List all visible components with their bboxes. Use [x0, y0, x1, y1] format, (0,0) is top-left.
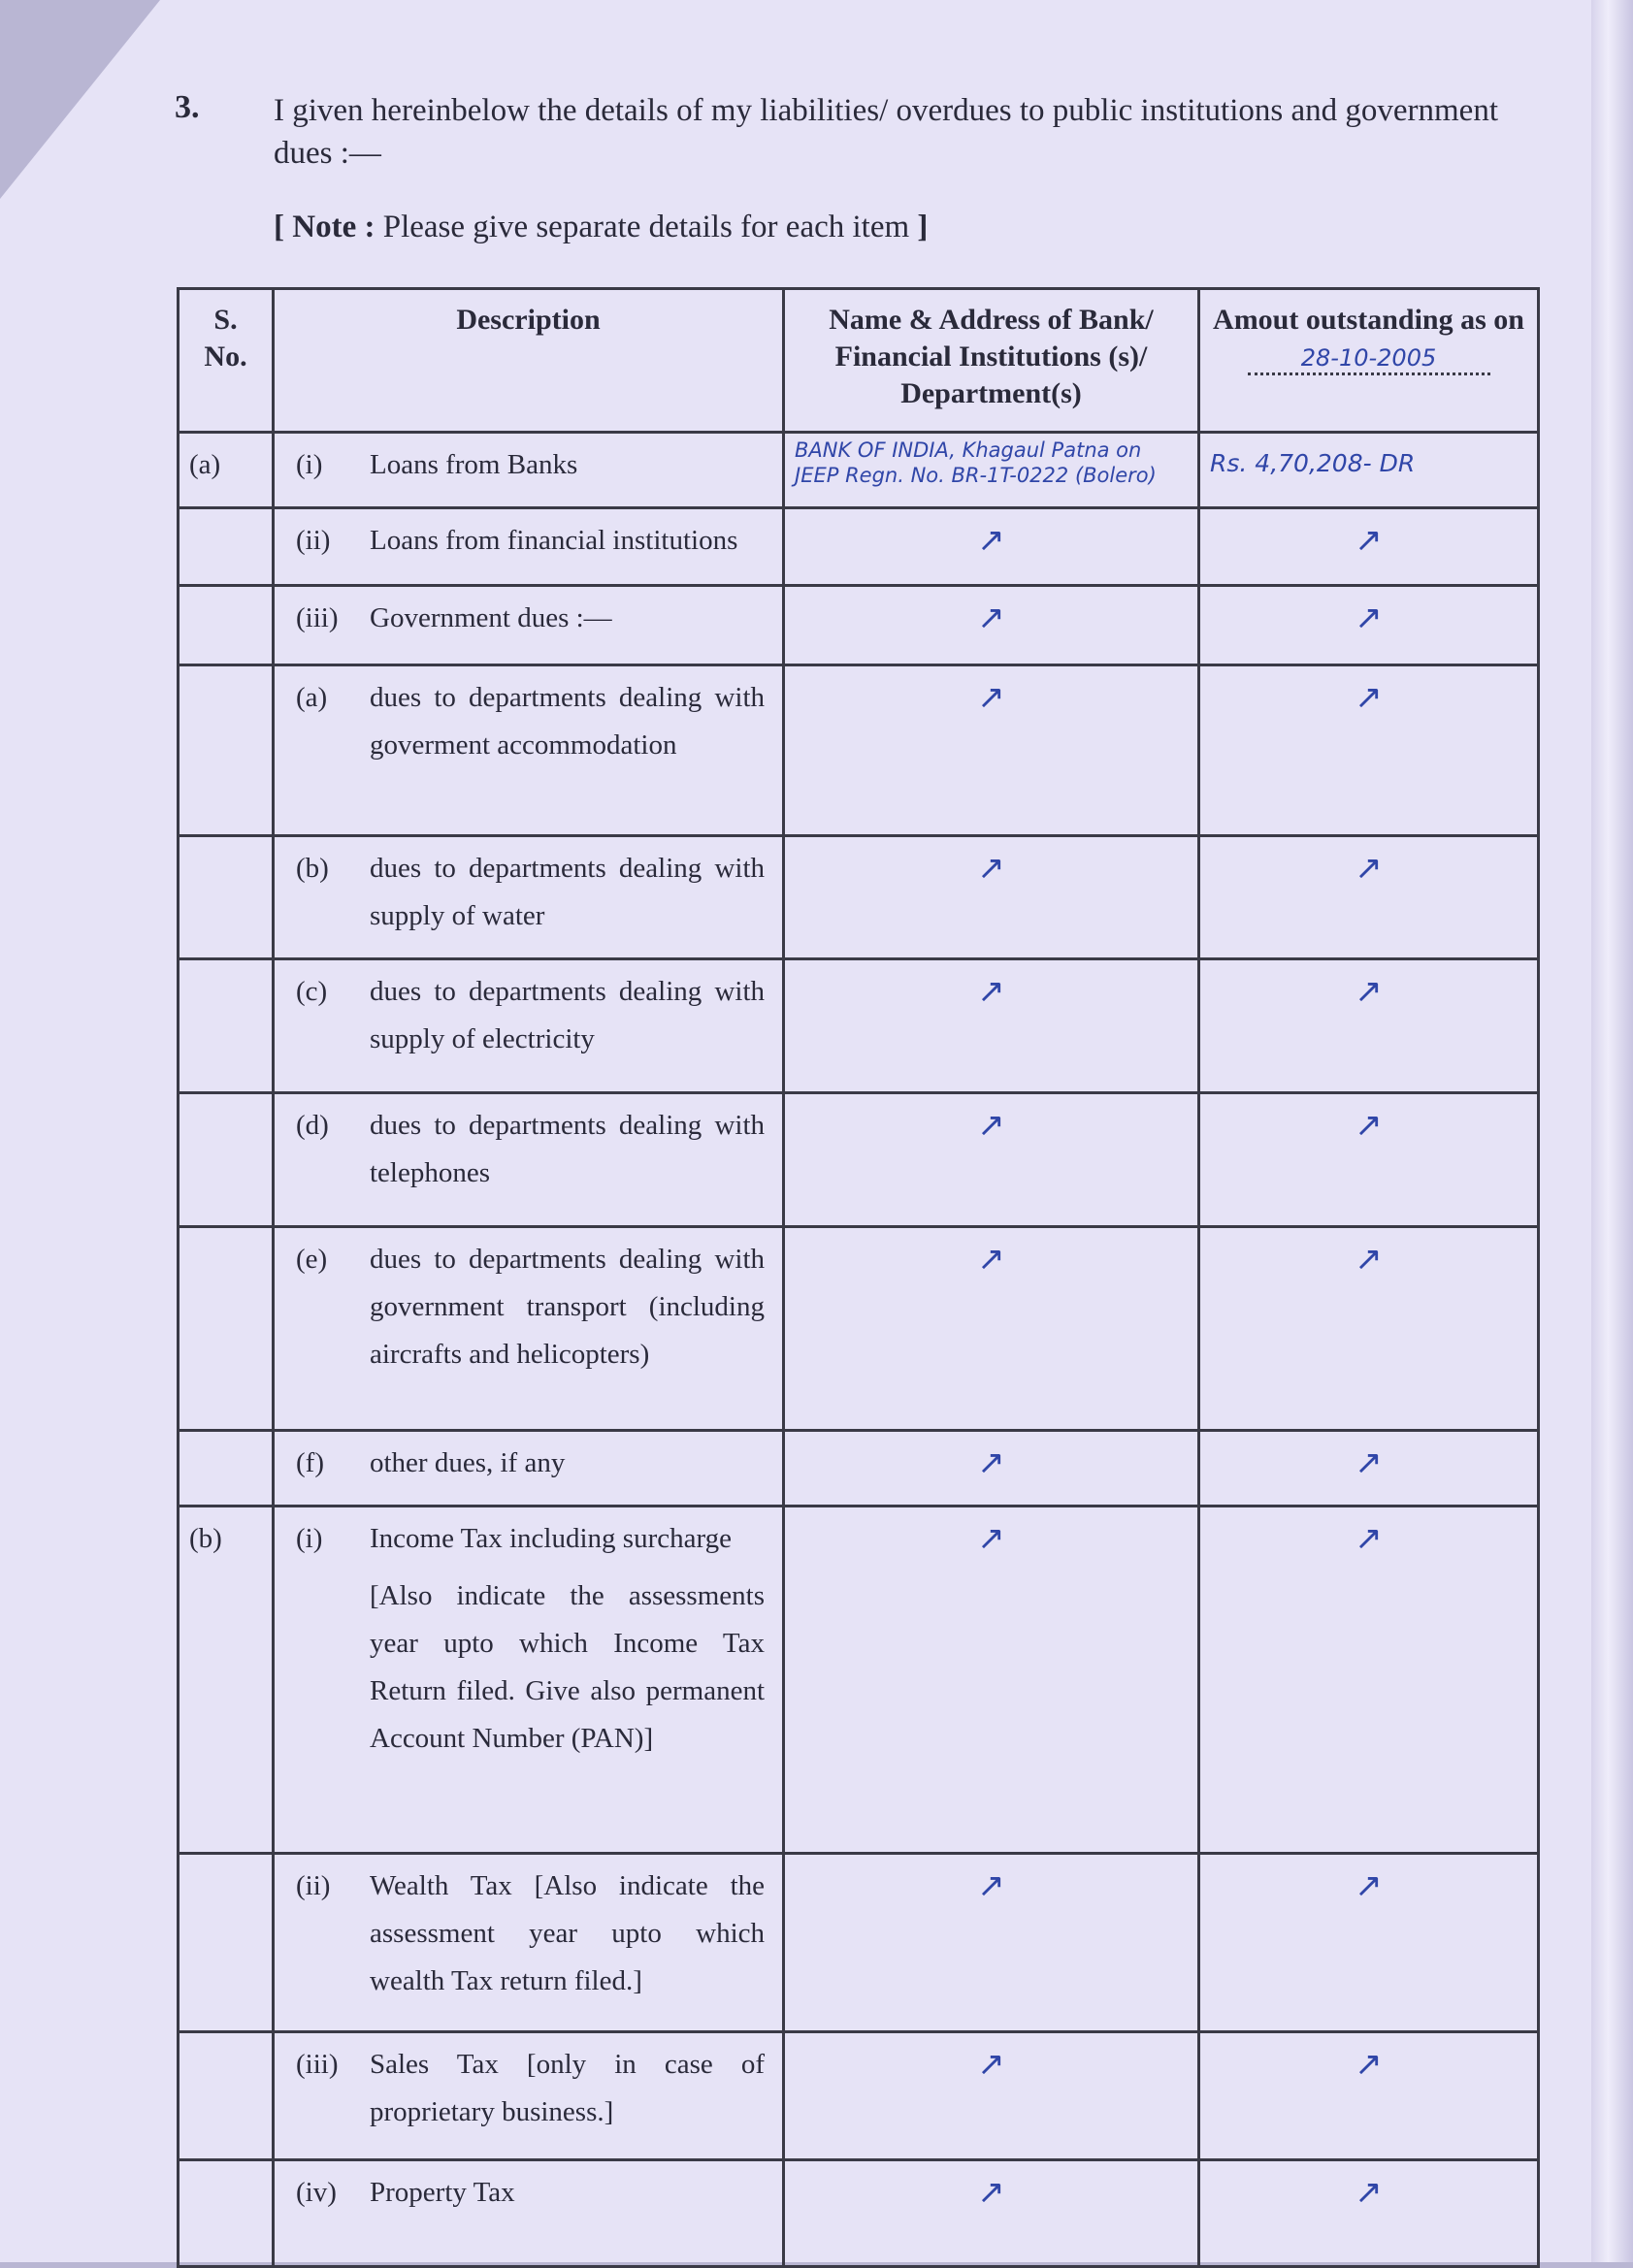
row-description	[370, 1515, 772, 1772]
row-description-cell	[274, 1227, 784, 1431]
table-row	[179, 433, 1539, 508]
row-item-number: (iii)	[296, 2049, 339, 2080]
row-sno	[179, 2032, 274, 2160]
row-item-number: (d)	[296, 1110, 329, 1141]
row-description-cell	[274, 1507, 784, 1854]
row-bank-handwritten: ↗	[784, 2160, 1199, 2267]
row-description	[370, 441, 772, 499]
row-item-number: (i)	[296, 1523, 323, 1554]
row-amount-handwritten: ↗	[1199, 959, 1539, 1093]
row-description-cell	[274, 665, 784, 836]
row-sno	[179, 836, 274, 959]
row-sno	[179, 1093, 274, 1227]
table-row	[179, 1854, 1539, 2032]
row-description-text: Property Tax	[370, 2177, 515, 2208]
row-bank-handwritten: ↗	[784, 508, 1199, 586]
header-bank: Name & Address of Bank/ Financial Institutions (s)/ Department(s)	[784, 289, 1199, 433]
row-bank-handwritten: ↗	[784, 1227, 1199, 1431]
row-description-cell	[274, 508, 784, 586]
row-description-cell	[274, 2032, 784, 2160]
row-item-number: (iv)	[296, 2177, 337, 2208]
row-description-text: dues to departments dealing with government transport (including aircrafts and helicopters)	[370, 1244, 765, 1370]
row-amount-handwritten: ↗	[1199, 1507, 1539, 1854]
note-line	[274, 210, 928, 245]
row-description-cell	[274, 959, 784, 1093]
row-item-number: (a)	[296, 682, 328, 713]
row-bank-handwritten: ↗	[784, 665, 1199, 836]
row-description-cell	[274, 1854, 784, 2032]
row-sno	[179, 959, 274, 1093]
row-description-cell	[274, 1431, 784, 1507]
row-item-number: (i)	[296, 449, 323, 480]
row-bank-handwritten: ↗	[784, 1093, 1199, 1227]
row-amount-handwritten: ↗	[1199, 2160, 1539, 2267]
row-description	[370, 674, 772, 779]
row-description-note: [Also indicate the assessments year upto which Income Tax Return filed. Give also permanent Account Number (PAN)]	[370, 1580, 765, 1754]
row-amount-handwritten: Rs. 4,70,208- DR	[1199, 433, 1539, 508]
row-amount-handwritten: ↗	[1199, 2032, 1539, 2160]
row-bank-handwritten: ↗	[784, 836, 1199, 959]
note-open-bracket: [	[274, 210, 284, 244]
row-bank-handwritten: ↗	[784, 1431, 1199, 1507]
row-sno	[179, 665, 274, 836]
table-header-row	[179, 289, 1539, 433]
row-item-number: (ii)	[296, 1870, 331, 1901]
row-description	[370, 845, 772, 950]
row-description-text: dues to departments dealing with telephones	[370, 1110, 765, 1188]
row-description	[370, 968, 772, 1073]
row-description-text: Government dues :—	[370, 602, 612, 633]
row-sno	[179, 1227, 274, 1431]
row-description-text: dues to departments dealing with supply of water	[370, 853, 765, 931]
row-amount-handwritten: ↗	[1199, 586, 1539, 665]
row-amount-handwritten: ↗	[1199, 1227, 1539, 1431]
row-bank-handwritten: ↗	[784, 586, 1199, 665]
table-row	[179, 508, 1539, 586]
row-description-cell	[274, 586, 784, 665]
row-bank-handwritten: ↗	[784, 959, 1199, 1093]
row-description-text: other dues, if any	[370, 1447, 566, 1478]
header-amount-date: 28-10-2005	[1248, 343, 1490, 375]
table-row	[179, 2160, 1539, 2267]
row-description-text: Sales Tax [only in case of proprietary business.]	[370, 2049, 765, 2127]
paper-stack-edge	[1591, 0, 1633, 2262]
row-description-text: dues to departments dealing with supply of electricity	[370, 976, 765, 1054]
row-description	[370, 1102, 772, 1207]
row-description-cell	[274, 836, 784, 959]
table-row	[179, 959, 1539, 1093]
row-sno	[179, 2160, 274, 2267]
row-amount-handwritten: ↗	[1199, 836, 1539, 959]
row-amount-handwritten: ↗	[1199, 665, 1539, 836]
row-description-cell	[274, 2160, 784, 2267]
table-row	[179, 2032, 1539, 2160]
header-amount-label: Amout outstanding as on	[1213, 304, 1524, 336]
question-text: I given hereinbelow the details of my liabilities/ overdues to public institutions and government dues :—	[274, 93, 1498, 171]
row-amount-handwritten: ↗	[1199, 1093, 1539, 1227]
row-item-number: (b)	[296, 853, 329, 884]
row-item-number: (iii)	[296, 602, 339, 633]
note-close-bracket: ]	[917, 210, 929, 244]
table-row	[179, 1093, 1539, 1227]
row-description	[370, 2169, 772, 2226]
row-description	[370, 1863, 772, 2015]
header-description: Description	[274, 289, 784, 433]
row-bank-handwritten: BANK OF INDIA, Khagaul Patna on JEEP Regn. No. BR-1T-0222 (Bolero)	[784, 433, 1199, 508]
row-description	[370, 1440, 772, 1497]
row-sno	[179, 1431, 274, 1507]
row-bank-handwritten: ↗	[784, 1854, 1199, 2032]
header-amount	[1199, 289, 1539, 433]
row-item-number: (f)	[296, 1447, 324, 1478]
note-text: Please give separate details for each item	[382, 210, 910, 244]
row-description-text: Wealth Tax [Also indicate the assessment year upto which wealth Tax return filed.]	[370, 1870, 765, 1996]
row-sno	[179, 586, 274, 665]
row-amount-handwritten: ↗	[1199, 1854, 1539, 2032]
row-sno: (a)	[179, 433, 274, 508]
row-description-text: Loans from financial institutions	[370, 525, 738, 556]
row-amount-handwritten: ↗	[1199, 508, 1539, 586]
row-description	[370, 517, 772, 574]
liabilities-table	[177, 287, 1540, 2268]
row-description	[370, 1236, 772, 1388]
row-description-cell	[274, 1093, 784, 1227]
header-sno: S. No.	[179, 289, 274, 433]
row-bank-handwritten: ↗	[784, 2032, 1199, 2160]
row-bank-handwritten: ↗	[784, 1507, 1199, 1854]
table-row	[179, 586, 1539, 665]
table-row	[179, 1507, 1539, 1854]
row-description	[370, 595, 772, 652]
row-description-cell	[274, 433, 784, 508]
row-item-number: (ii)	[296, 525, 331, 556]
table-row	[179, 665, 1539, 836]
row-sno: (b)	[179, 1507, 274, 1854]
row-description-text: Income Tax including surcharge	[370, 1523, 732, 1554]
table-row	[179, 836, 1539, 959]
row-item-number: (e)	[296, 1244, 328, 1275]
note-label: Note :	[292, 210, 376, 244]
row-amount-handwritten: ↗	[1199, 1431, 1539, 1507]
table-row	[179, 1431, 1539, 1507]
row-item-number: (c)	[296, 976, 328, 1007]
row-sno	[179, 508, 274, 586]
row-description-text: dues to departments dealing with goverment accommodation	[370, 682, 765, 761]
table-row	[179, 1227, 1539, 1431]
row-description-text: Loans from Banks	[370, 449, 578, 480]
question-number: 3.	[175, 89, 200, 125]
row-sno	[179, 1854, 274, 2032]
row-description	[370, 2041, 772, 2146]
